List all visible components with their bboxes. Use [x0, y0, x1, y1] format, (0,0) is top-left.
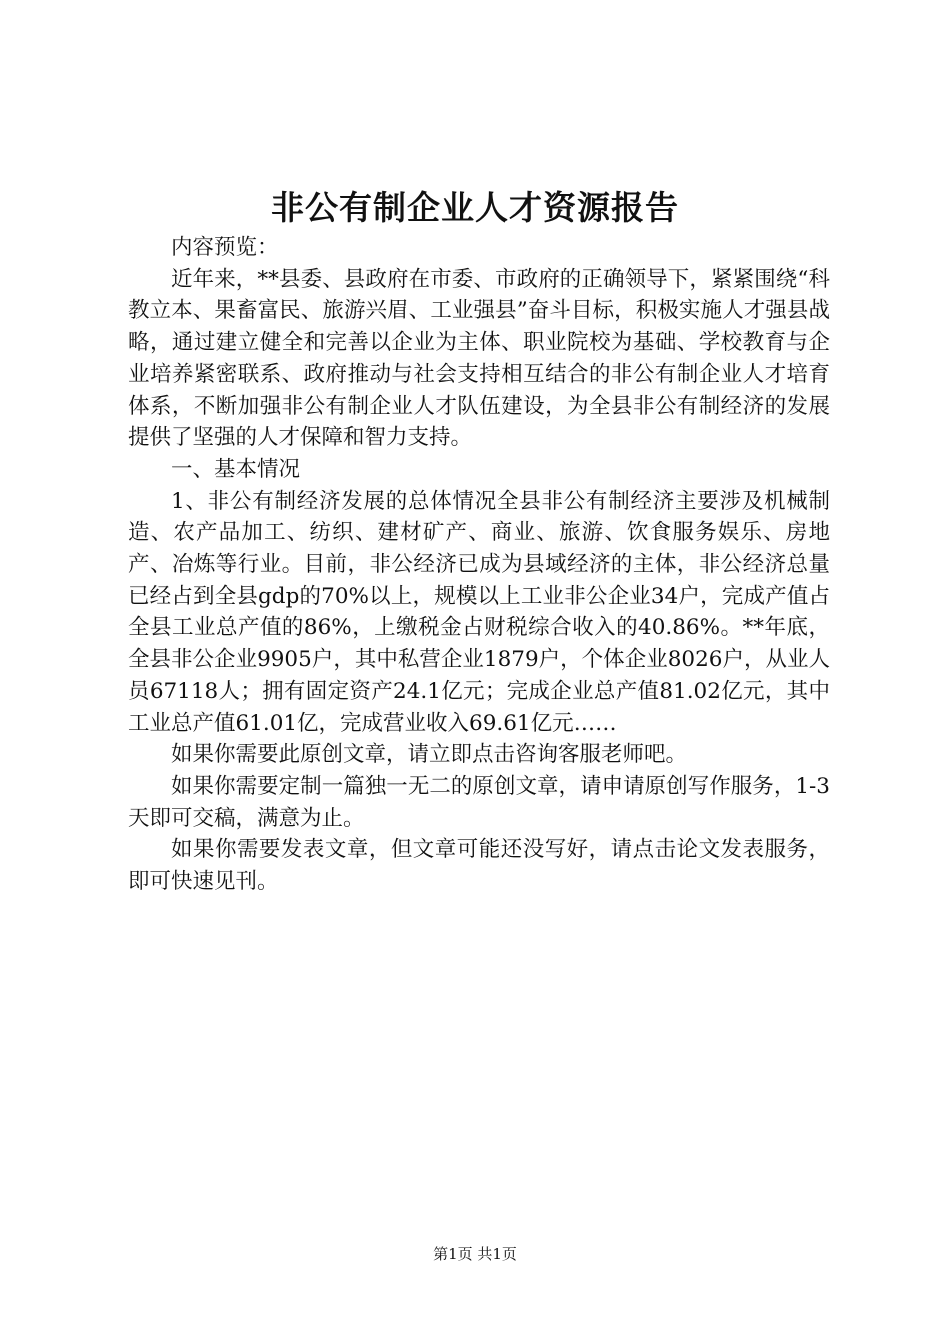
- section-heading: 一、基本情况: [171, 456, 301, 482]
- document-title: 非公有制企业人才资源报告: [271, 188, 679, 227]
- preview-label: 内容预览：: [171, 235, 279, 260]
- promo-line-custom: 如果你需要定制一篇独一无二的原创文章，请申请原创写作服务，1-3天即可交稿，满意为止。: [128, 773, 830, 831]
- intro-paragraph: 近年来，**县委、县政府在市委、市政府的正确领导下，紧紧围绕“科教立本、果畜富民、旅游兴眉、工业强县”奋斗目标，积极实施人才强县战略，通过建立健全和完善以企业为主体、职业院校为基础、学校教育与企业培养紧密联系、政府推动与社会支持相互结合的非公有制企业人才培育体系，不断加强非公有制企业人才队伍建设，为全县非公有制经济的发展提供了坚强的人才保障和智力支持。: [128, 266, 830, 451]
- document-body: [128, 232, 830, 898]
- promo-line-consult: 如果你需要此原创文章，请立即点击咨询客服老师吧。: [171, 742, 688, 768]
- page-footer: 第1页 共1页: [433, 1245, 517, 1263]
- promo-line-publish: 如果你需要发表文章，但文章可能还没写好，请点击论文发表服务，即可快速见刊。: [128, 837, 830, 895]
- situation-paragraph: 1、非公有制经济发展的总体情况全县非公有制经济主要涉及机械制造、农产品加工、纺织、建材矿产、商业、旅游、饮食服务娱乐、房地产、冶炼等行业。目前，非公经济已成为县域经济的主体，非公经济总量已经占到全县gdp的70%以上，规模以上工业非公企业34户，完成产值占全县工业总产值的86%，上缴税金占财税综合收入的40.86%。**年底，全县非公企业9905户，其中私营企业1879户，个体企业8026户，从业人员67118人；拥有固定资产24.1亿元；完成企业总产值81.02亿元，其中工业总产值61.01亿，完成营业收入69.61亿元……: [128, 488, 830, 736]
